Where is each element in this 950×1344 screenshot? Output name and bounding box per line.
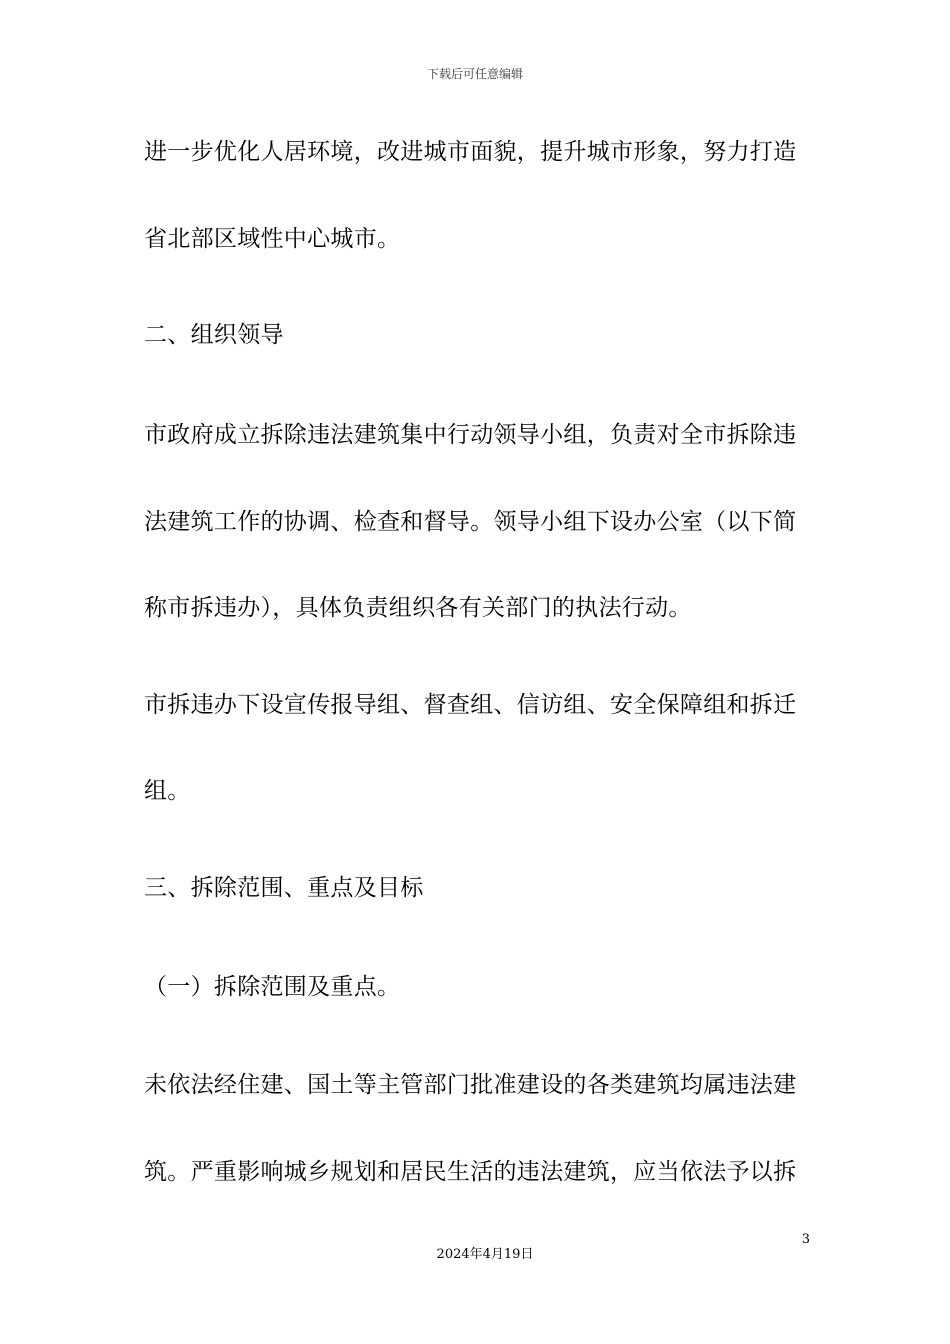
footer-date: 2024年4月19日 xyxy=(436,1247,534,1262)
body-line: 筑。严重影响城乡规划和居民生活的违法建筑，应当依法予以拆 xyxy=(144,1159,797,1185)
body-line: 称市拆违办），具体负责组织各有关部门的执法行动。 xyxy=(144,595,692,621)
section-heading: 二、组织领导 xyxy=(144,322,284,348)
body-line: 市政府成立拆除违法建筑集中行动领导小组，负责对全市拆除违 xyxy=(144,422,797,448)
body-line: 未依法经住建、国土等主管部门批准建设的各类建筑均属违法建 xyxy=(144,1072,797,1098)
page-number: 3 xyxy=(801,1232,810,1247)
subsection-heading: （一）拆除范围及重点。 xyxy=(144,974,401,1000)
body-line: 省北部区域性中心城市。 xyxy=(144,226,401,252)
page-header: 下载后可任意编辑 xyxy=(426,67,523,81)
body-line: 法建筑工作的协调、检查和督导。领导小组下设办公室（以下简 xyxy=(144,509,797,535)
body-line: 市拆违办下设宣传报导组、督查组、信访组、安全保障组和拆迁 xyxy=(144,692,797,718)
body-line: 进一步优化人居环境，改进城市面貌，提升城市形象，努力打造 xyxy=(144,139,797,165)
body-line: 组。 xyxy=(144,778,191,804)
section-heading: 三、拆除范围、重点及目标 xyxy=(144,875,424,901)
